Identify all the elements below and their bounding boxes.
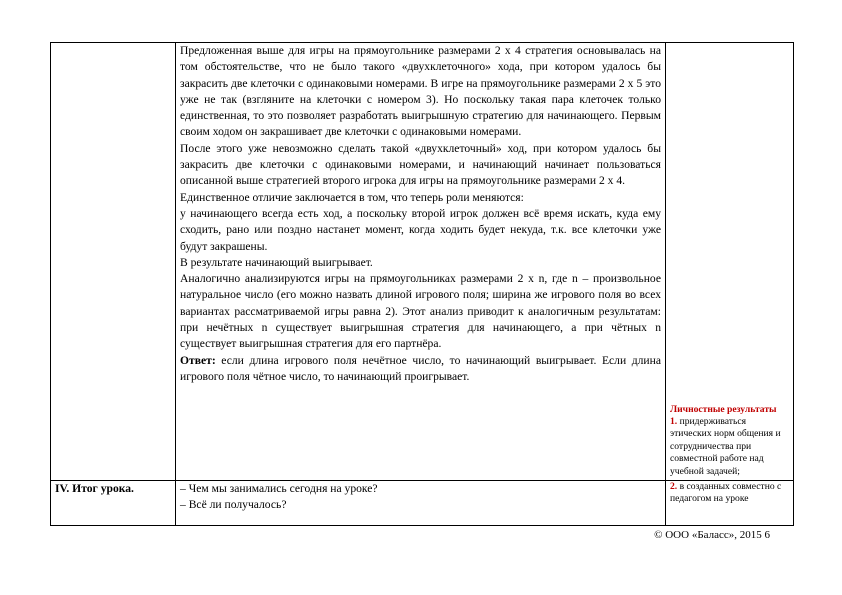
outcome-text: в созданных совместно с педагогом на уроке xyxy=(670,481,782,505)
outcome-number: 1. xyxy=(670,415,678,427)
paragraph: Предложенная выше для игры на прямоугольнике размерами 2 х 4 стратегия основывалась на том обстоятельстве, что не было такого «двухклеточного» хода, при котором удалось бы закрасить две клеточки с одинаковыми номерами. В игре на прямоугольнике размерами 2 х 5 это уже не так (взгляните на клеточки с номером 3). Но поскольку такая пара клеточек только единственная, то это позволяет разработать выигрышную стратегию для начинающего. Первым своим ходом он закрашивает две клеточки с одинаковыми номерами. xyxy=(180,44,661,139)
outcome-number: 2. xyxy=(670,481,678,492)
outcomes-cell xyxy=(666,481,794,526)
stage-cell xyxy=(51,481,176,526)
stage-title: IV. Итог урока. xyxy=(55,482,134,495)
footer-copyright: © ООО «Баласс», 2015 6 xyxy=(654,529,770,541)
outcome-item xyxy=(670,416,789,478)
question-line: – Всё ли получалось? xyxy=(180,498,287,512)
answer-paragraph xyxy=(180,353,661,386)
outcomes-cell xyxy=(666,43,794,481)
table-row xyxy=(51,43,794,481)
content-cell xyxy=(176,481,666,526)
outcomes-heading: Личностные результаты xyxy=(670,403,777,415)
paragraph: Аналогично анализируются игры на прямоугольниках размерами 2 х n, где n – произвольное натуральное число (его можно назвать длиной игрового поля; ширина же игрового поля во всех вариантах рассматриваемой игры равна 2). Этот анализ приводит к аналогичным результатам: при нечётных n существует выигрышная стратегия для начинающего, а при чётных n существует выигрышная стратегия для его партнёра. xyxy=(180,272,661,351)
outcomes-block xyxy=(670,404,789,478)
stage-cell xyxy=(51,43,176,481)
outcome-text: придерживаться этических норм общения и сотрудничества при совместной работе над учебной задачей; xyxy=(670,415,781,477)
answer-label: Ответ: xyxy=(180,353,216,367)
question-line: – Чем мы занимались сегодня на уроке? xyxy=(180,482,378,495)
lesson-plan-table xyxy=(50,42,794,526)
table-row xyxy=(51,481,794,526)
paragraph: После этого уже невозможно сделать такой «двухклеточный» ход, при котором удалось бы закрасить две клеточки с одинаковыми номерами, и начинающий начинает пользоваться описанной выше стратегией второго игрока для игры на прямоугольнике размерами 2 х 4. xyxy=(180,141,661,188)
paragraph: Единственное отличие заключается в том, что теперь роли меняются: xyxy=(180,190,524,204)
paragraph: В результате начинающий выигрывает. xyxy=(180,255,373,269)
answer-text: если длина игрового поля нечётное число, то начинающий выигрывает. Если длина игрового поля чётное число, то начинающий проигрывает. xyxy=(180,353,661,383)
content-cell xyxy=(176,43,666,481)
paragraph: у начинающего всегда есть ход, а поскольку второй игрок должен всё время искать, куда ему сходить, рано или поздно настанет момент, когда ходить будет некуда, т.к. все клеточки уже будут закрашены. xyxy=(180,206,661,253)
